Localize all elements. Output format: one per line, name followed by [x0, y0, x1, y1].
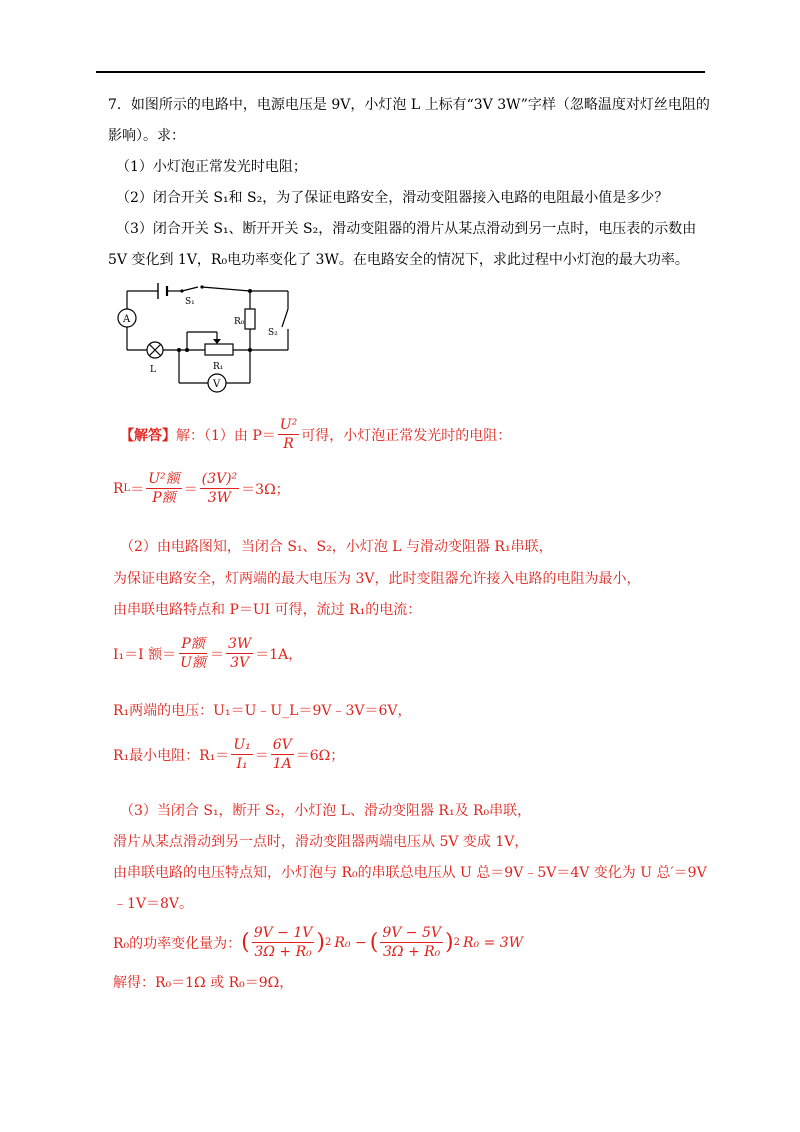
p0-fraction-2 [380, 924, 443, 961]
answer-part-3-line-2: 滑片从某点滑动到另一点时，滑动变阻器两端电压从 5V 变成 1V， [113, 834, 529, 850]
i1-result: ＝1A， [255, 646, 303, 663]
p0-equation: R₀的功率变化量为： ( $\frac{9V - 1V}{\text{3Ω + R₀}}$ ) 2 R₀ − ( $\frac{9V - 5V}{\text{3Ω + R₀}}$ ) 2 R₀ = 3W [113, 925, 524, 960]
r1-fraction-1 [231, 736, 252, 773]
r1-equation: R₁最小电阻：R₁＝ $\frac{\text{U₁}}{\text{I₁}}$ ＝ $\frac{6V}{1A}$ ＝6Ω； [113, 737, 345, 772]
answer-p1-post: 可得，小灯泡正常发光时的电阻： [301, 427, 512, 444]
fraction-denominator: P额 [152, 490, 176, 506]
question-part-3-b: 5V 变化到 1V，R₀电功率变化了 3W。在电路安全的情况下，求此过程中小灯泡的最大功率。 [108, 252, 689, 268]
header-rule [96, 71, 705, 73]
fraction-numerator: 6V [272, 737, 292, 753]
i1-lhs: I₁＝I 额＝ [113, 646, 177, 663]
rl-fraction-1 [146, 470, 181, 507]
fraction-numerator: U²额 [148, 471, 180, 487]
answer-part-1-intro [120, 416, 511, 453]
label-s2: S₂ [268, 328, 278, 338]
r1-fraction-2 [271, 736, 294, 773]
label-r1: R₁ [213, 362, 224, 372]
circuit-diagram [110, 277, 300, 397]
answer-part-2-line-2: 为保证电路安全，灯两端的最大电压为 3V，此时变阻器允许接入电路的电阻为最小， [113, 571, 641, 587]
rl-result: ＝3Ω； [241, 481, 290, 498]
answer-p1-pre: 解：（1）由 P＝ [176, 427, 276, 444]
fraction-numerator: 9V − 5V [382, 925, 441, 941]
rl-subscript: L [123, 483, 131, 494]
question-part-3-a: （3）闭合开关 S₁、断开开关 S₂，滑动变阻器的滑片从某点滑动到另一点时，电压表的示数由 [116, 221, 697, 237]
fraction-numerator: 9V − 1V [253, 925, 313, 941]
r1-pre: R₁最小电阻：R₁＝ [113, 747, 230, 764]
p0-mid: R₀ − [334, 934, 367, 951]
answer-part-2-line-3: 由串联电路特点和 P＝UI 可得，流过 R₁的电流： [113, 602, 422, 618]
fraction-denominator: 3W [207, 490, 232, 506]
power-formula-fraction [278, 416, 299, 453]
fraction-numerator: U₁ [233, 737, 251, 753]
question-line-2: 影响）。求： [108, 128, 185, 144]
rl-fraction-2 [200, 470, 240, 507]
answer-part-3-line-3: 由串联电路的电压特点知，小灯泡与 R₀的串联总电压从 U 总＝9V﹣5V＝4V 变化为 U 总′＝9V [113, 865, 707, 881]
fraction-numerator: 3W [227, 636, 252, 652]
fraction-numerator: P额 [181, 636, 205, 652]
label-s1: S₁ [185, 297, 195, 307]
label-l: L [150, 365, 156, 375]
answer-part-3-line-4: ﹣1V＝8V。 [113, 896, 194, 912]
i1-fraction-2 [226, 635, 253, 672]
p0-fraction-1 [252, 924, 315, 961]
p0-pre: R₀的功率变化量为： [113, 935, 242, 952]
fraction-denominator: I₁ [236, 756, 248, 772]
rl-symbol: R [113, 480, 124, 497]
question-part-1: （1）小灯泡正常发光时电阻； [116, 159, 307, 175]
i1-fraction-1 [178, 635, 208, 672]
rl-equation: R L ＝ $\frac{\text{U²额}}{\text{P额}}$ ＝ $\frac{\text{(3V)²}}{3W}$ ＝3Ω； [113, 471, 290, 506]
fraction-denominator: R [283, 436, 294, 452]
label-r0: R₀ [234, 317, 245, 327]
question-part-2: （2）闭合开关 S₁和 S₂，为了保证电路安全，滑动变阻器接入电路的电阻最小值是多少？ [116, 190, 669, 206]
label-voltmeter: V [213, 379, 221, 390]
fraction-denominator: U额 [180, 655, 206, 671]
answer-tag: 【解答】 [120, 427, 176, 444]
p0-end: R₀ = 3W [462, 934, 524, 951]
fraction-numerator: U² [279, 417, 298, 433]
fraction-denominator: 3V [230, 655, 250, 671]
u1-line: R₁两端的电压：U₁＝U﹣U_L＝9V﹣3V＝6V， [113, 703, 412, 719]
question-line-1: 7．如图所示的电路中，电源电压是 9V，小灯泡 L 上标有“3V 3W”字样（忽略温度对灯丝电阻的 [108, 97, 710, 113]
solve-line: 解得：R₀＝1Ω 或 R₀＝9Ω， [113, 975, 294, 991]
fraction-denominator: 1A [272, 756, 292, 772]
answer-part-2-line-1: （2）由电路图知，当闭合 S₁、S₂，小灯泡 L 与滑动变阻器 R₁串联， [120, 539, 553, 555]
fraction-denominator: 3Ω + R₀ [254, 944, 312, 960]
answer-part-3-line-1: （3）当闭合 S₁，断开 S₂，小灯泡 L、滑动变阻器 R₁及 R₀串联， [120, 803, 532, 819]
i1-equation: I₁＝I 额＝ $\frac{\text{P额}}{\text{U额}}$ ＝ $\frac{3W}{3V}$ ＝1A， [113, 636, 303, 671]
fraction-numerator: (3V)² [201, 471, 238, 487]
label-ammeter: A [123, 314, 131, 325]
fraction-denominator: 3Ω + R₀ [383, 944, 441, 960]
r1-result: ＝6Ω； [295, 747, 345, 764]
